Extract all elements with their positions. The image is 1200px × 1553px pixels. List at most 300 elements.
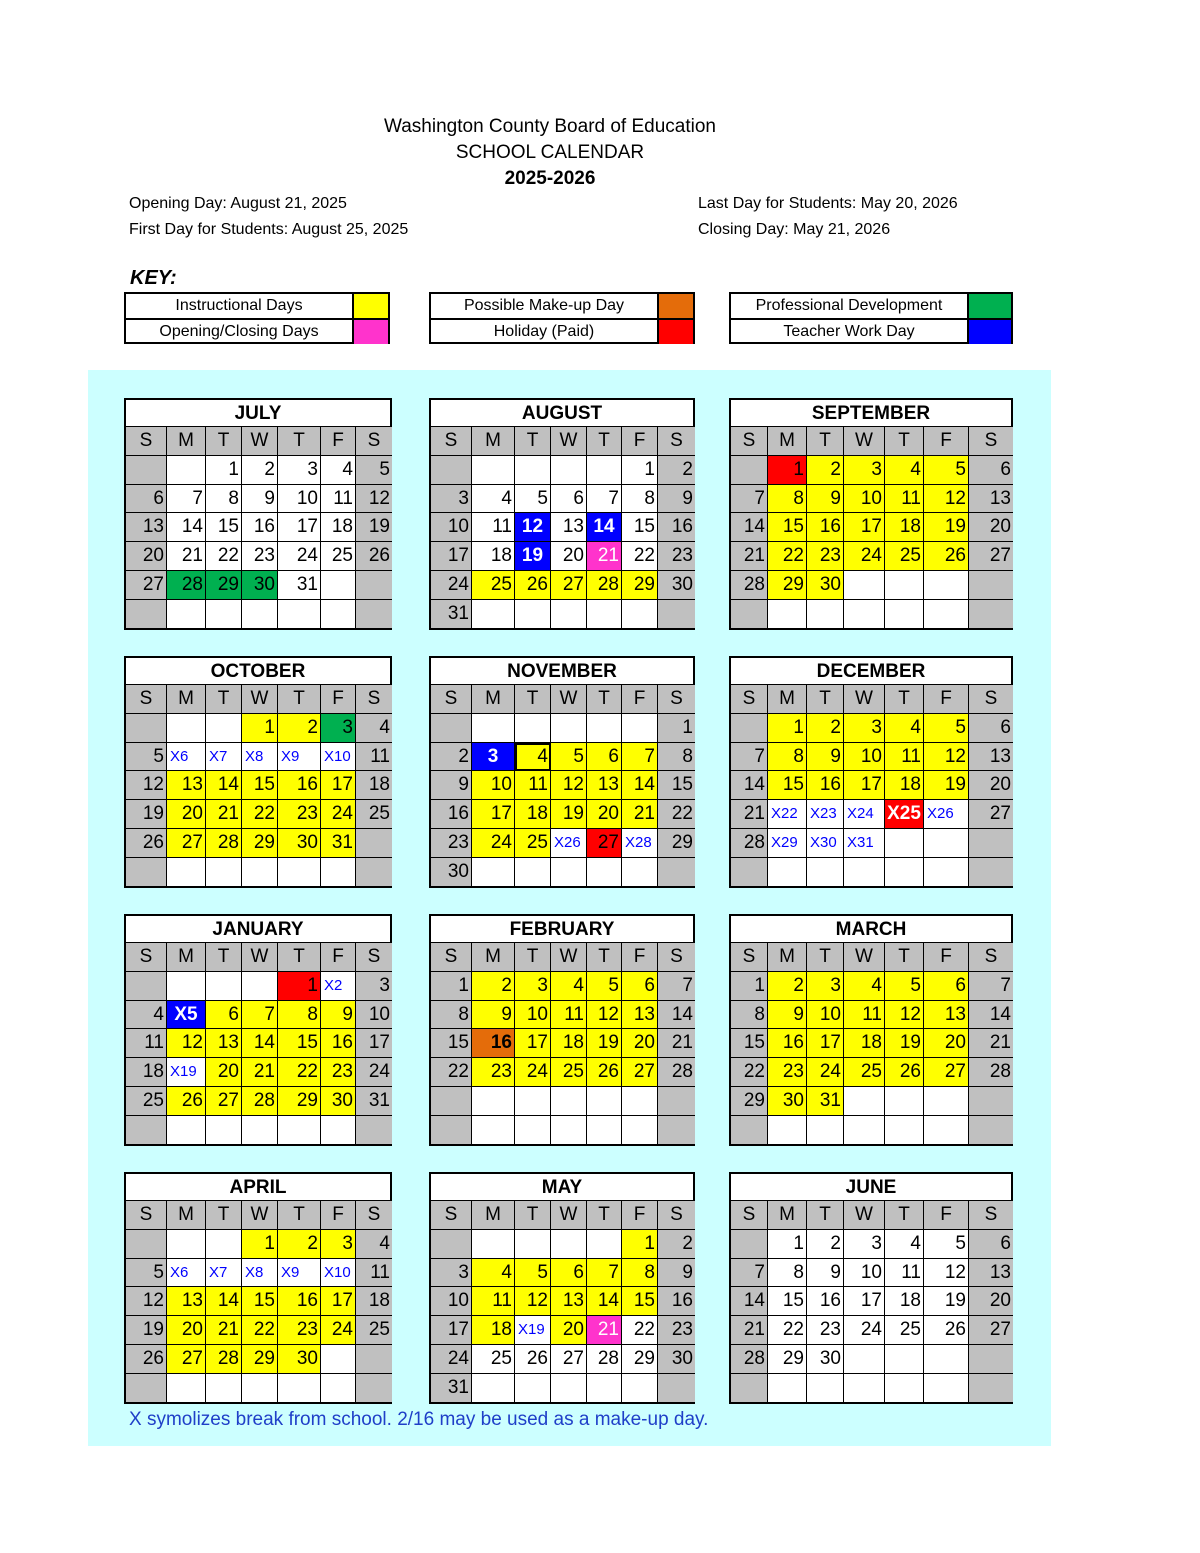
- empty-cell: [622, 600, 658, 629]
- day-cell: 11: [551, 1001, 587, 1030]
- empty-cell: [658, 1374, 695, 1403]
- key-label-makeup: Possible Make-up Day: [431, 294, 659, 318]
- day-cell: 16: [807, 1287, 844, 1316]
- empty-cell: [515, 1374, 551, 1403]
- day-cell: 11: [356, 743, 392, 772]
- empty-cell: [844, 1374, 885, 1403]
- weekday-header: T: [515, 1201, 551, 1230]
- empty-cell: [431, 456, 472, 485]
- day-cell: 31: [356, 1087, 392, 1116]
- empty-cell: [206, 714, 242, 743]
- empty-cell: [885, 600, 924, 629]
- day-cell: 4: [126, 1001, 167, 1030]
- day-cell: 19: [551, 800, 587, 829]
- weekday-header: F: [321, 943, 356, 972]
- weekday-header: M: [768, 427, 807, 456]
- weekday-header: M: [472, 943, 515, 972]
- day-cell: 9: [472, 1001, 515, 1030]
- day-cell: 6: [551, 1259, 587, 1288]
- day-cell: 25: [472, 1345, 515, 1374]
- day-cell: 5: [356, 456, 392, 485]
- day-cell: 9: [807, 485, 844, 514]
- empty-cell: [844, 858, 885, 887]
- empty-cell: [885, 1087, 924, 1116]
- day-cell: 2: [807, 714, 844, 743]
- day-cell: 9: [768, 1001, 807, 1030]
- day-cell: 3: [515, 972, 551, 1001]
- day-cell: 7: [731, 485, 768, 514]
- day-cell: 20: [587, 800, 622, 829]
- day-cell: 1: [658, 714, 695, 743]
- day-cell: 15: [622, 513, 658, 542]
- day-cell: 3: [844, 714, 885, 743]
- day-cell: 18: [885, 513, 924, 542]
- weekday-header: W: [551, 685, 587, 714]
- day-cell: X22: [768, 800, 807, 829]
- day-cell: 15: [658, 771, 695, 800]
- month-title: MARCH: [731, 916, 1011, 943]
- day-cell: 10: [431, 513, 472, 542]
- day-cell: 18: [472, 542, 515, 571]
- day-cell: 12: [126, 771, 167, 800]
- day-cell: 12: [515, 513, 551, 542]
- day-cell: 10: [431, 1287, 472, 1316]
- day-cell: 25: [126, 1087, 167, 1116]
- empty-cell: [167, 972, 206, 1001]
- day-cell: 20: [924, 1029, 969, 1058]
- empty-cell: [472, 1230, 515, 1259]
- day-cell: X9: [278, 743, 321, 772]
- empty-cell: [167, 600, 206, 629]
- day-cell: 7: [587, 485, 622, 514]
- empty-cell: [731, 1230, 768, 1259]
- weekday-header: S: [356, 685, 392, 714]
- day-cell: 27: [622, 1058, 658, 1087]
- day-cell: 2: [472, 972, 515, 1001]
- month-august: [429, 398, 695, 630]
- weekday-header: T: [807, 427, 844, 456]
- day-cell: 24: [807, 1058, 844, 1087]
- empty-cell: [321, 600, 356, 629]
- empty-cell: [885, 1345, 924, 1374]
- day-cell: 18: [885, 771, 924, 800]
- month-july: [124, 398, 392, 630]
- empty-cell: [587, 1230, 622, 1259]
- empty-cell: [126, 858, 167, 887]
- day-cell: X8: [242, 743, 278, 772]
- empty-cell: [515, 858, 551, 887]
- empty-cell: [321, 1374, 356, 1403]
- weekday-header: T: [807, 943, 844, 972]
- empty-cell: [969, 1087, 1013, 1116]
- empty-cell: [807, 1374, 844, 1403]
- day-cell: 8: [278, 1001, 321, 1030]
- day-cell: 8: [768, 743, 807, 772]
- day-cell: 2: [768, 972, 807, 1001]
- day-cell: 16: [278, 1287, 321, 1316]
- day-cell: 21: [731, 542, 768, 571]
- day-cell: 9: [242, 485, 278, 514]
- day-cell: 5: [587, 972, 622, 1001]
- empty-cell: [167, 456, 206, 485]
- weekday-header: S: [969, 1201, 1013, 1230]
- weekday-header: T: [515, 427, 551, 456]
- key-item-instructional: [126, 294, 388, 318]
- day-cell: 21: [242, 1058, 278, 1087]
- day-cell: 11: [356, 1259, 392, 1288]
- day-cell: 3: [844, 1230, 885, 1259]
- day-cell: 25: [356, 800, 392, 829]
- day-cell: 24: [431, 571, 472, 600]
- opening-day: Opening Day: August 21, 2025: [129, 195, 347, 212]
- weekday-header: M: [472, 1201, 515, 1230]
- weekday-header: T: [206, 1201, 242, 1230]
- empty-cell: [321, 1116, 356, 1145]
- weekday-header: S: [356, 943, 392, 972]
- day-cell: 26: [356, 542, 392, 571]
- day-cell: 17: [844, 771, 885, 800]
- day-cell: 27: [969, 800, 1013, 829]
- month-title: NOVEMBER: [431, 658, 693, 685]
- day-cell: 8: [731, 1001, 768, 1030]
- day-cell: 14: [622, 771, 658, 800]
- day-cell: 24: [844, 542, 885, 571]
- weekday-header: M: [768, 1201, 807, 1230]
- key-swatch-instructional: [354, 294, 388, 318]
- month-title: OCTOBER: [126, 658, 390, 685]
- day-cell: 19: [515, 542, 551, 571]
- weekday-header: F: [924, 685, 969, 714]
- day-cell: 10: [844, 743, 885, 772]
- day-cell: 23: [431, 829, 472, 858]
- weekday-header: F: [321, 685, 356, 714]
- day-cell: 24: [321, 800, 356, 829]
- day-cell: 14: [206, 771, 242, 800]
- weekday-header: F: [321, 1201, 356, 1230]
- weekday-header: S: [731, 943, 768, 972]
- day-cell: 24: [431, 1345, 472, 1374]
- day-cell: 22: [242, 800, 278, 829]
- day-cell: X31: [844, 829, 885, 858]
- day-cell: 20: [126, 542, 167, 571]
- empty-cell: [924, 829, 969, 858]
- empty-cell: [242, 858, 278, 887]
- weekday-header: S: [658, 427, 695, 456]
- weekday-header: S: [658, 943, 695, 972]
- day-cell: 1: [278, 972, 321, 1001]
- day-cell: 26: [924, 542, 969, 571]
- last-day-students: Last Day for Students: May 20, 2026: [698, 195, 958, 212]
- weekday-header: W: [242, 427, 278, 456]
- day-cell: 7: [622, 743, 658, 772]
- key-box-1: [124, 292, 390, 344]
- day-cell: 13: [126, 513, 167, 542]
- empty-cell: [969, 829, 1013, 858]
- day-cell: 18: [515, 800, 551, 829]
- day-cell: X10: [321, 743, 356, 772]
- day-cell: 8: [768, 485, 807, 514]
- day-cell: 16: [807, 771, 844, 800]
- weekday-header: F: [924, 427, 969, 456]
- weekday-header: T: [587, 685, 622, 714]
- day-cell: 31: [278, 571, 321, 600]
- empty-cell: [278, 1374, 321, 1403]
- month-may: [429, 1172, 695, 1404]
- weekday-header: T: [206, 685, 242, 714]
- day-cell: 1: [768, 1230, 807, 1259]
- empty-cell: [321, 858, 356, 887]
- key-box-3: [729, 292, 1013, 344]
- empty-cell: [807, 858, 844, 887]
- day-cell: 30: [321, 1087, 356, 1116]
- day-cell: 28: [206, 829, 242, 858]
- day-cell: 7: [731, 743, 768, 772]
- footnote: X symolizes break from school. 2/16 may be used as a make-up day.: [129, 1409, 709, 1430]
- empty-cell: [206, 1374, 242, 1403]
- month-january: [124, 914, 392, 1146]
- day-cell: 20: [167, 800, 206, 829]
- day-cell: 18: [321, 513, 356, 542]
- day-cell: 13: [622, 1001, 658, 1030]
- day-cell: 29: [278, 1087, 321, 1116]
- empty-cell: [356, 858, 392, 887]
- weekday-header: F: [622, 943, 658, 972]
- day-cell: 7: [587, 1259, 622, 1288]
- day-cell: 26: [126, 1345, 167, 1374]
- day-cell: 5: [126, 1259, 167, 1288]
- day-cell: 17: [807, 1029, 844, 1058]
- day-cell: X9: [278, 1259, 321, 1288]
- day-cell: 4: [472, 485, 515, 514]
- day-cell: 31: [431, 1374, 472, 1403]
- day-cell: 21: [658, 1029, 695, 1058]
- day-cell: 21: [731, 1316, 768, 1345]
- weekday-header: S: [431, 427, 472, 456]
- day-cell: 6: [126, 485, 167, 514]
- empty-cell: [622, 1116, 658, 1145]
- empty-cell: [431, 1116, 472, 1145]
- month-april: [124, 1172, 392, 1404]
- day-cell: 29: [768, 571, 807, 600]
- day-cell: 15: [278, 1029, 321, 1058]
- day-cell: 21: [587, 542, 622, 571]
- day-cell: 6: [969, 1230, 1013, 1259]
- month-november: [429, 656, 695, 888]
- empty-cell: [658, 1116, 695, 1145]
- day-cell: 15: [731, 1029, 768, 1058]
- empty-cell: [126, 1116, 167, 1145]
- day-cell: 19: [356, 513, 392, 542]
- weekday-header: T: [885, 427, 924, 456]
- day-cell: 17: [278, 513, 321, 542]
- day-cell: 5: [924, 1230, 969, 1259]
- day-cell: 4: [472, 1259, 515, 1288]
- day-cell: X2: [321, 972, 356, 1001]
- empty-cell: [885, 1374, 924, 1403]
- empty-cell: [321, 571, 356, 600]
- empty-cell: [658, 858, 695, 887]
- day-cell: X30: [807, 829, 844, 858]
- day-cell: 12: [126, 1287, 167, 1316]
- day-cell: 22: [242, 1316, 278, 1345]
- day-cell: 17: [844, 1287, 885, 1316]
- weekday-header: F: [924, 1201, 969, 1230]
- empty-cell: [924, 571, 969, 600]
- day-cell: 5: [551, 743, 587, 772]
- weekday-header: T: [278, 1201, 321, 1230]
- day-cell: 16: [242, 513, 278, 542]
- empty-cell: [126, 1374, 167, 1403]
- day-cell: 23: [278, 800, 321, 829]
- school-year: 2025-2026: [504, 168, 596, 189]
- day-cell: 25: [885, 1316, 924, 1345]
- empty-cell: [126, 1230, 167, 1259]
- day-cell: 20: [551, 542, 587, 571]
- empty-cell: [206, 858, 242, 887]
- month-title: FEBRUARY: [431, 916, 693, 943]
- day-cell: 16: [658, 513, 695, 542]
- empty-cell: [126, 600, 167, 629]
- empty-cell: [587, 456, 622, 485]
- empty-cell: [278, 1116, 321, 1145]
- day-cell: 3: [431, 485, 472, 514]
- day-cell: 8: [658, 743, 695, 772]
- empty-cell: [731, 858, 768, 887]
- day-cell: 18: [844, 1029, 885, 1058]
- weekday-header: S: [126, 1201, 167, 1230]
- day-cell: 13: [206, 1029, 242, 1058]
- day-cell: 25: [551, 1058, 587, 1087]
- empty-cell: [206, 600, 242, 629]
- day-cell: 4: [844, 972, 885, 1001]
- weekday-header: M: [167, 943, 206, 972]
- empty-cell: [356, 829, 392, 858]
- day-cell: 23: [768, 1058, 807, 1087]
- empty-cell: [885, 1116, 924, 1145]
- empty-cell: [167, 714, 206, 743]
- day-cell: 10: [356, 1001, 392, 1030]
- day-cell: 17: [844, 513, 885, 542]
- day-cell: 17: [321, 1287, 356, 1316]
- day-cell: 15: [768, 1287, 807, 1316]
- day-cell: 11: [126, 1029, 167, 1058]
- day-cell: 2: [807, 456, 844, 485]
- weekday-header: S: [658, 685, 695, 714]
- day-cell: 19: [885, 1029, 924, 1058]
- weekday-header: S: [969, 943, 1013, 972]
- day-cell: 6: [587, 743, 622, 772]
- day-cell: 27: [969, 542, 1013, 571]
- day-cell: 12: [167, 1029, 206, 1058]
- empty-cell: [356, 1374, 392, 1403]
- weekday-header: T: [885, 943, 924, 972]
- empty-cell: [924, 1116, 969, 1145]
- empty-cell: [431, 714, 472, 743]
- day-cell: 15: [206, 513, 242, 542]
- empty-cell: [658, 600, 695, 629]
- day-cell: 1: [731, 972, 768, 1001]
- day-cell: 24: [844, 1316, 885, 1345]
- day-cell: 9: [431, 771, 472, 800]
- empty-cell: [242, 1374, 278, 1403]
- day-cell: X23: [807, 800, 844, 829]
- day-cell: 4: [551, 972, 587, 1001]
- empty-cell: [167, 858, 206, 887]
- empty-cell: [844, 1116, 885, 1145]
- day-cell: 20: [551, 1316, 587, 1345]
- day-cell: 28: [731, 829, 768, 858]
- day-cell: 14: [658, 1001, 695, 1030]
- day-cell: 23: [278, 1316, 321, 1345]
- weekday-header: M: [768, 685, 807, 714]
- day-cell: 14: [731, 771, 768, 800]
- day-cell: 3: [431, 1259, 472, 1288]
- empty-cell: [167, 1230, 206, 1259]
- day-cell: 18: [885, 1287, 924, 1316]
- month-title: APRIL: [126, 1174, 390, 1201]
- day-cell: 30: [278, 1345, 321, 1374]
- weekday-header: S: [356, 427, 392, 456]
- empty-cell: [551, 1116, 587, 1145]
- day-cell: 25: [515, 829, 551, 858]
- day-cell: 1: [431, 972, 472, 1001]
- day-cell: 22: [768, 542, 807, 571]
- day-cell: 14: [167, 513, 206, 542]
- weekday-header: S: [969, 427, 1013, 456]
- empty-cell: [126, 456, 167, 485]
- day-cell: 19: [126, 800, 167, 829]
- day-cell: 6: [969, 714, 1013, 743]
- day-cell: 26: [924, 1316, 969, 1345]
- day-cell: 7: [731, 1259, 768, 1288]
- empty-cell: [551, 1087, 587, 1116]
- day-cell: 13: [969, 485, 1013, 514]
- weekday-header: S: [431, 1201, 472, 1230]
- key-label-holiday: Holiday (Paid): [431, 320, 659, 344]
- empty-cell: [515, 600, 551, 629]
- day-cell: 29: [622, 1345, 658, 1374]
- day-cell: 16: [472, 1029, 515, 1058]
- day-cell: 11: [472, 1287, 515, 1316]
- day-cell: 12: [924, 1259, 969, 1288]
- day-cell: 30: [658, 1345, 695, 1374]
- empty-cell: [807, 600, 844, 629]
- day-cell: 11: [885, 743, 924, 772]
- day-cell: X7: [206, 743, 242, 772]
- day-cell: 6: [206, 1001, 242, 1030]
- day-cell: 3: [472, 743, 515, 772]
- day-cell: 20: [969, 513, 1013, 542]
- day-cell: 15: [768, 513, 807, 542]
- day-cell: 28: [206, 1345, 242, 1374]
- board-title: Washington County Board of Education: [384, 116, 716, 137]
- weekday-header: T: [278, 427, 321, 456]
- empty-cell: [472, 456, 515, 485]
- day-cell: 21: [587, 1316, 622, 1345]
- empty-cell: [431, 1230, 472, 1259]
- key-label-teacher-work: Teacher Work Day: [731, 320, 969, 344]
- day-cell: 3: [321, 714, 356, 743]
- empty-cell: [515, 714, 551, 743]
- empty-cell: [731, 456, 768, 485]
- day-cell: 15: [242, 771, 278, 800]
- weekday-header: F: [622, 427, 658, 456]
- key-box-2: [429, 292, 695, 344]
- day-cell: 7: [242, 1001, 278, 1030]
- day-cell: 29: [242, 1345, 278, 1374]
- empty-cell: [551, 1230, 587, 1259]
- month-title: MAY: [431, 1174, 693, 1201]
